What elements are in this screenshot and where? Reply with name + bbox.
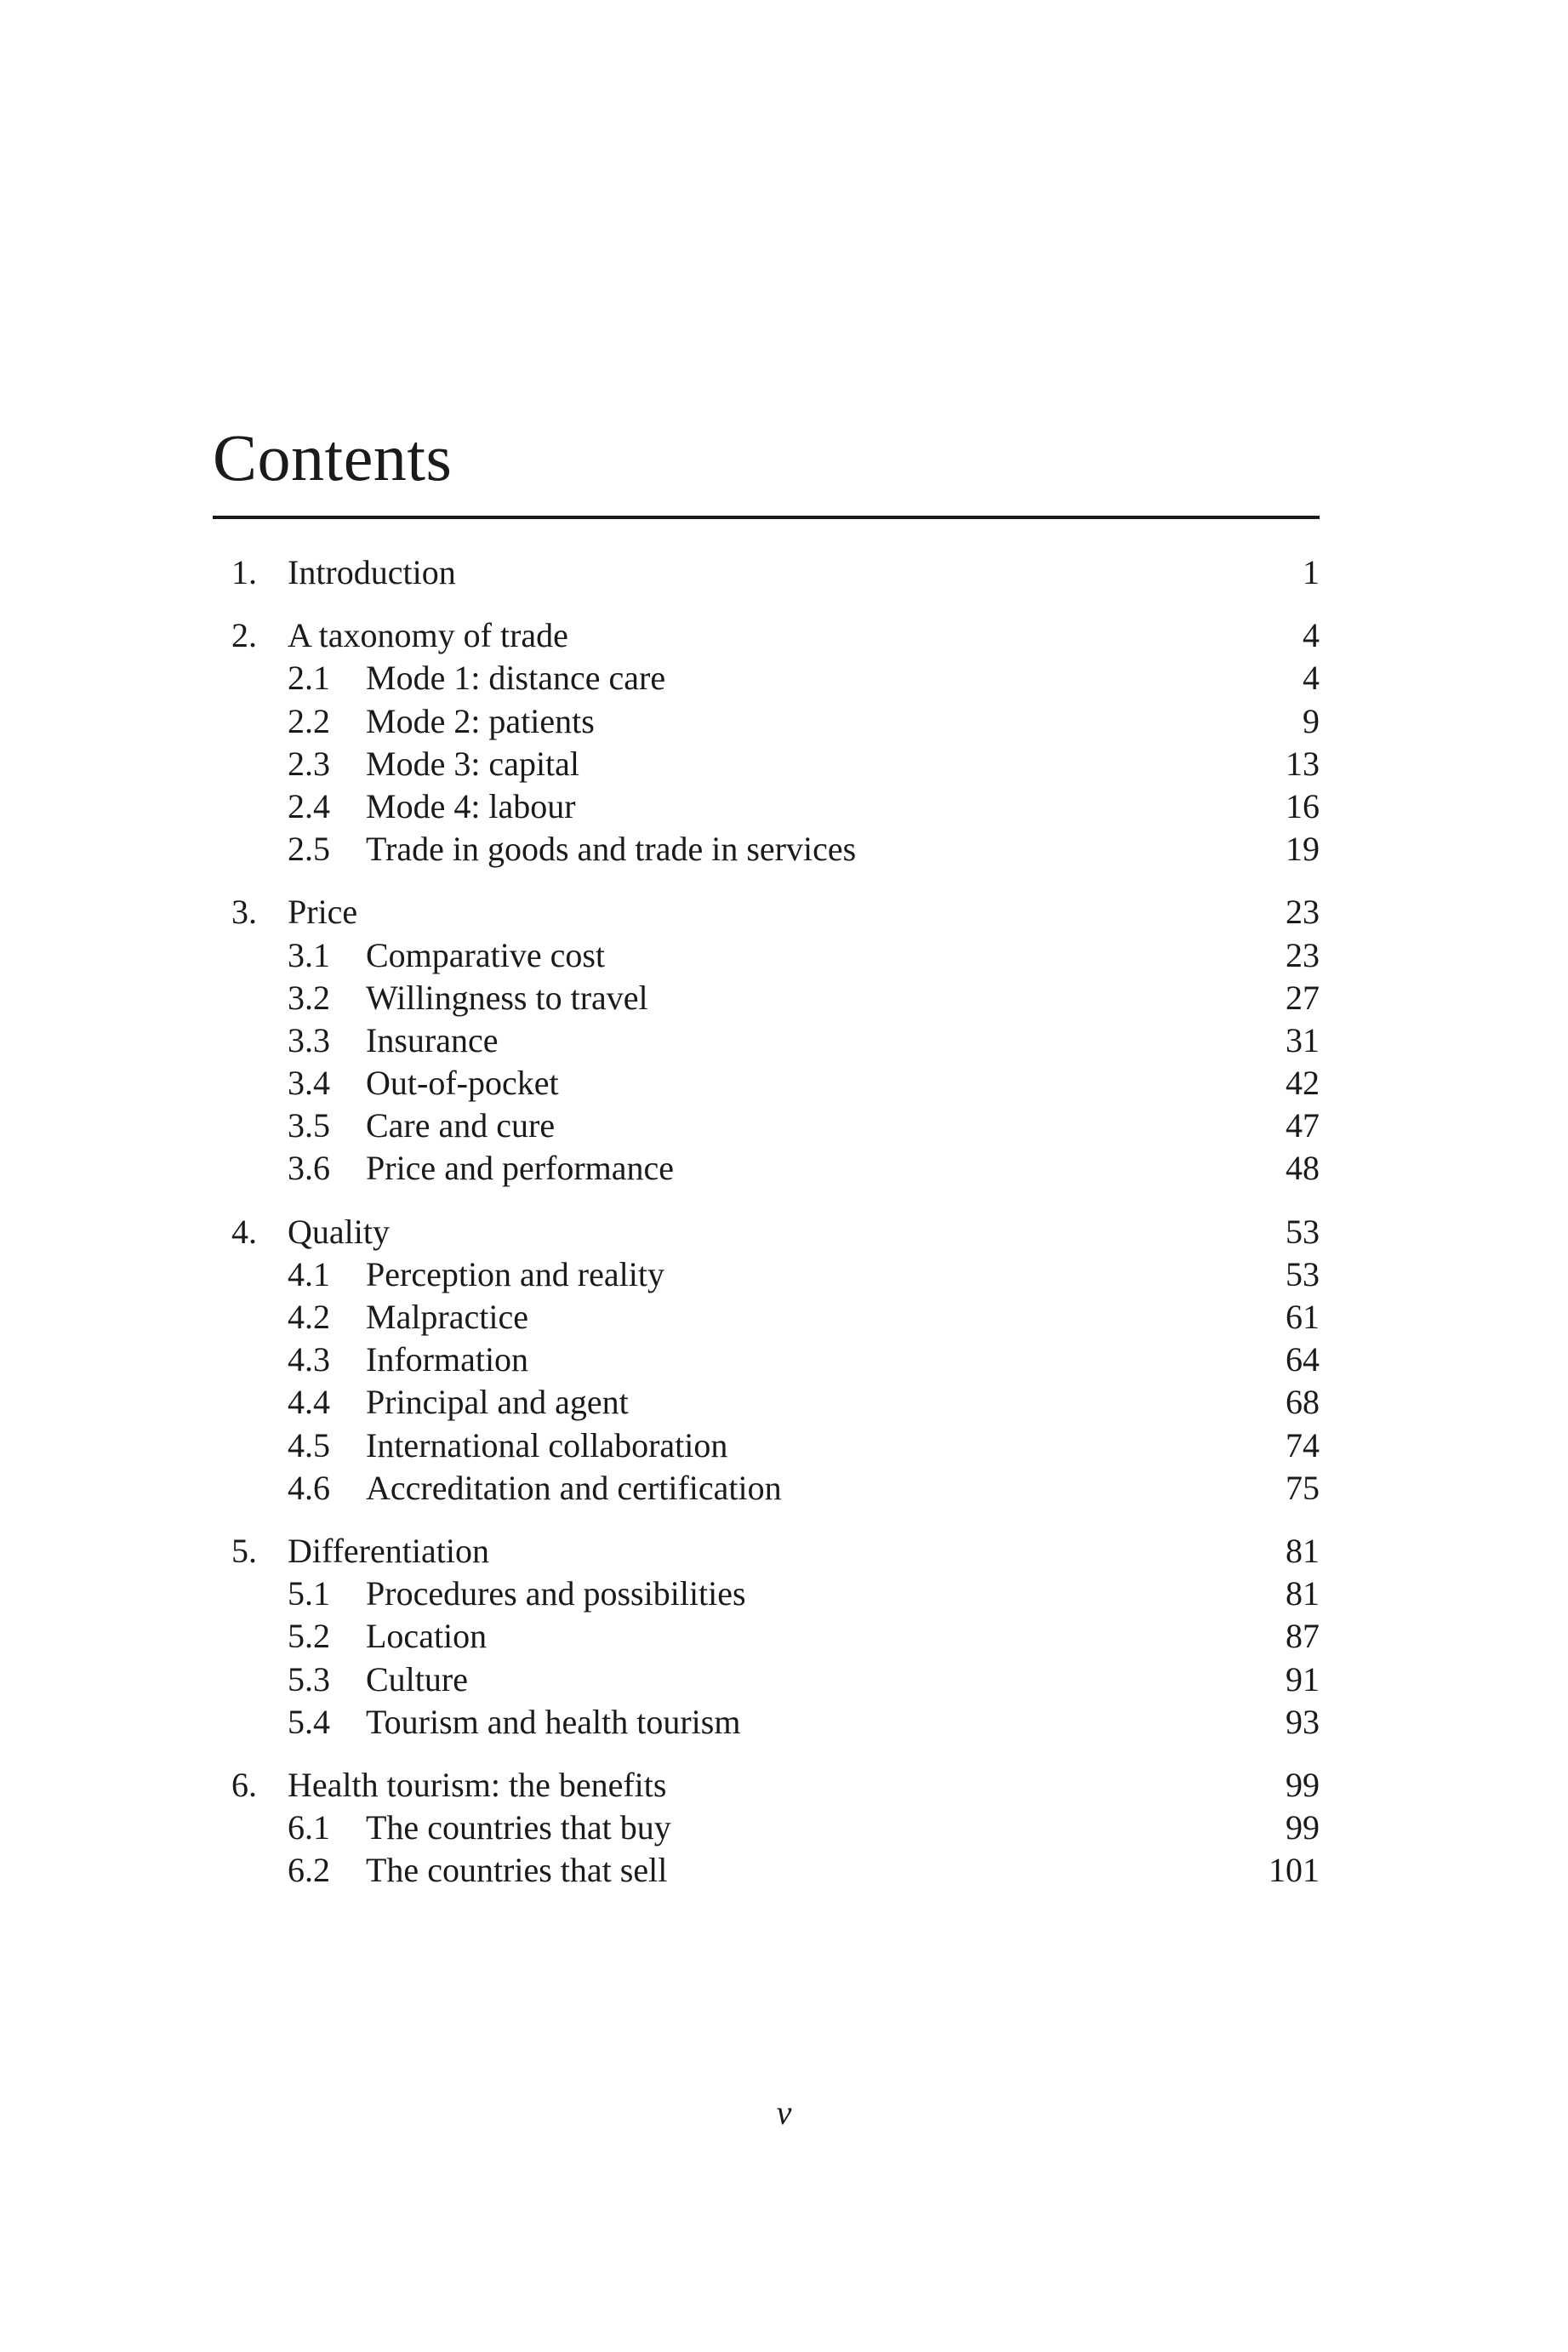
toc-chapter-entry[interactable]: [213, 1211, 1320, 1253]
toc-section-number: 3.4: [288, 1064, 330, 1103]
toc-section-entry[interactable]: [213, 1615, 1320, 1658]
toc-section-page: 16: [1286, 786, 1320, 825]
toc-section-number: 4.6: [288, 1468, 330, 1507]
toc-section-page: 101: [1269, 1851, 1320, 1890]
toc-section-entry[interactable]: [213, 785, 1320, 828]
toc-section-number: 4.5: [288, 1425, 330, 1464]
toc-chapter-page: 1: [1303, 553, 1320, 591]
toc-section-title: Willingness to travel: [366, 978, 648, 1017]
toc-chapter: [213, 1211, 1320, 1510]
toc-section-entry[interactable]: [213, 977, 1320, 1019]
toc-section-title: Mode 3: capital: [366, 744, 580, 783]
toc-section-number: 4.3: [288, 1340, 330, 1379]
toc-chapter-entry[interactable]: [213, 614, 1320, 657]
toc-section-entry[interactable]: [213, 1296, 1320, 1339]
toc-chapter-number: 5.: [231, 1531, 257, 1570]
toc-section-number: 3.1: [288, 935, 330, 974]
toc-section-title: Location: [366, 1617, 488, 1656]
toc-chapter-number: 4.: [231, 1212, 257, 1251]
toc-section-title: Tourism and health tourism: [366, 1702, 741, 1741]
toc-section-number: 2.1: [288, 659, 330, 698]
toc-chapter-title: A taxonomy of trade: [288, 616, 568, 655]
toc-section-entry[interactable]: [213, 1424, 1320, 1467]
toc-section-number: 2.5: [288, 830, 330, 869]
toc-chapter-number: 2.: [231, 616, 257, 655]
toc-chapter: [213, 1764, 1320, 1892]
toc-section-page: 27: [1286, 978, 1320, 1017]
toc-section-entry[interactable]: [213, 1701, 1320, 1744]
toc-section-title: Out-of-pocket: [366, 1064, 559, 1103]
toc-section-page: 53: [1286, 1254, 1320, 1293]
toc-section-number: 3.5: [288, 1106, 330, 1145]
toc-section-page: 42: [1286, 1064, 1320, 1103]
toc-section-title: Mode 2: patients: [366, 701, 595, 740]
toc-section-page: 13: [1286, 744, 1320, 783]
toc-section-entry[interactable]: [213, 1105, 1320, 1147]
toc-section-entry[interactable]: [213, 1339, 1320, 1381]
toc-chapter-number: 1.: [231, 553, 257, 591]
toc-section-entry[interactable]: [213, 657, 1320, 699]
toc-section-entry[interactable]: [213, 828, 1320, 871]
toc-chapter-page: 53: [1286, 1212, 1320, 1251]
toc-section-title: Accreditation and certification: [366, 1468, 782, 1507]
toc-section-page: 9: [1303, 701, 1320, 740]
toc-section-page: 23: [1286, 935, 1320, 974]
toc-chapter-title: Price: [288, 893, 358, 932]
toc-section-page: 68: [1286, 1383, 1320, 1422]
toc-section-entry[interactable]: [213, 1253, 1320, 1296]
toc-section-page: 81: [1286, 1574, 1320, 1613]
toc-chapter-entry[interactable]: [213, 1530, 1320, 1573]
toc-section-number: 2.2: [288, 701, 330, 740]
toc-chapter-entry[interactable]: [213, 1764, 1320, 1807]
toc-section-page: 93: [1286, 1702, 1320, 1741]
toc-chapter-entry[interactable]: [213, 891, 1320, 933]
toc-chapter-page: 23: [1286, 893, 1320, 932]
toc-section-title: Comparative cost: [366, 935, 606, 974]
toc-section-number: 3.2: [288, 978, 330, 1017]
toc-section-number: 5.2: [288, 1617, 330, 1656]
toc-section-title: International collaboration: [366, 1425, 728, 1464]
toc-section-title: Mode 4: labour: [366, 786, 576, 825]
toc-section-page: 74: [1286, 1425, 1320, 1464]
toc-section-number: 4.2: [288, 1298, 330, 1336]
toc-chapter-title: Quality: [288, 1212, 390, 1251]
toc-section-entry[interactable]: [213, 1849, 1320, 1892]
toc-section-entry[interactable]: [213, 1658, 1320, 1701]
page-title: Contents: [213, 420, 453, 494]
toc-chapter-page: 99: [1286, 1765, 1320, 1804]
toc-section-title: Principal and agent: [366, 1383, 629, 1422]
toc-section-number: 6.1: [288, 1808, 330, 1847]
toc-section-title: Trade in goods and trade in services: [366, 830, 857, 869]
toc-section-entry[interactable]: [213, 700, 1320, 743]
toc-section-number: 5.3: [288, 1659, 330, 1698]
toc-chapter-number: 6.: [231, 1765, 257, 1804]
toc-chapter-title: Differentiation: [288, 1531, 489, 1570]
toc-section-title: Price and performance: [366, 1149, 675, 1188]
toc-section-title: Insurance: [366, 1020, 499, 1059]
toc-section-page: 75: [1286, 1468, 1320, 1507]
toc-section-title: The countries that sell: [366, 1851, 668, 1890]
toc-section-entry[interactable]: [213, 1573, 1320, 1615]
toc-chapter-page: 4: [1303, 616, 1320, 655]
toc-section-entry[interactable]: [213, 1019, 1320, 1062]
toc-section-page: 47: [1286, 1106, 1320, 1145]
toc-section-page: 4: [1303, 659, 1320, 698]
toc-section-number: 5.1: [288, 1574, 330, 1613]
toc-section-page: 91: [1286, 1659, 1320, 1698]
page-number: v: [776, 2093, 792, 2132]
toc-section-title: Mode 1: distance care: [366, 659, 666, 698]
toc-chapter-title: Health tourism: the benefits: [288, 1765, 667, 1804]
toc-section-page: 31: [1286, 1020, 1320, 1059]
toc-section-entry[interactable]: [213, 1467, 1320, 1510]
toc-section-page: 99: [1286, 1808, 1320, 1847]
toc-section-entry[interactable]: [213, 934, 1320, 977]
toc-section-entry[interactable]: [213, 1807, 1320, 1849]
toc-section-number: 6.2: [288, 1851, 330, 1890]
toc-section-title: Culture: [366, 1659, 468, 1698]
toc-chapter: [213, 551, 1320, 594]
toc-section-page: 87: [1286, 1617, 1320, 1656]
toc-section-title: Information: [366, 1340, 529, 1379]
toc-section-number: 4.1: [288, 1254, 330, 1293]
toc-section-entry[interactable]: [213, 1381, 1320, 1424]
toc-section-page: 19: [1286, 830, 1320, 869]
table-of-contents: [213, 551, 1320, 1912]
toc-section-page: 64: [1286, 1340, 1320, 1379]
toc-section-title: Care and cure: [366, 1106, 556, 1145]
toc-section-title: The countries that buy: [366, 1808, 671, 1847]
toc-section-page: 48: [1286, 1149, 1320, 1188]
toc-section-page: 61: [1286, 1298, 1320, 1336]
toc-section-number: 5.4: [288, 1702, 330, 1741]
toc-chapter: [213, 614, 1320, 871]
toc-chapter: [213, 1530, 1320, 1744]
toc-chapter-number: 3.: [231, 893, 257, 932]
title-divider: [213, 516, 1320, 519]
toc-section-entry[interactable]: [213, 1062, 1320, 1105]
toc-chapter: [213, 891, 1320, 1190]
toc-section-number: 4.4: [288, 1383, 330, 1422]
toc-section-title: Procedures and possibilities: [366, 1574, 746, 1613]
toc-chapter-page: 81: [1286, 1531, 1320, 1570]
toc-section-title: Perception and reality: [366, 1254, 664, 1293]
toc-section-number: 3.6: [288, 1149, 330, 1188]
toc-chapter-entry[interactable]: [213, 551, 1320, 594]
toc-section-entry[interactable]: [213, 743, 1320, 785]
toc-section-number: 2.3: [288, 744, 330, 783]
toc-chapter-title: Introduction: [288, 553, 456, 591]
toc-section-number: 2.4: [288, 786, 330, 825]
toc-section-number: 3.3: [288, 1020, 330, 1059]
toc-section-title: Malpractice: [366, 1298, 528, 1336]
toc-section-entry[interactable]: [213, 1147, 1320, 1190]
